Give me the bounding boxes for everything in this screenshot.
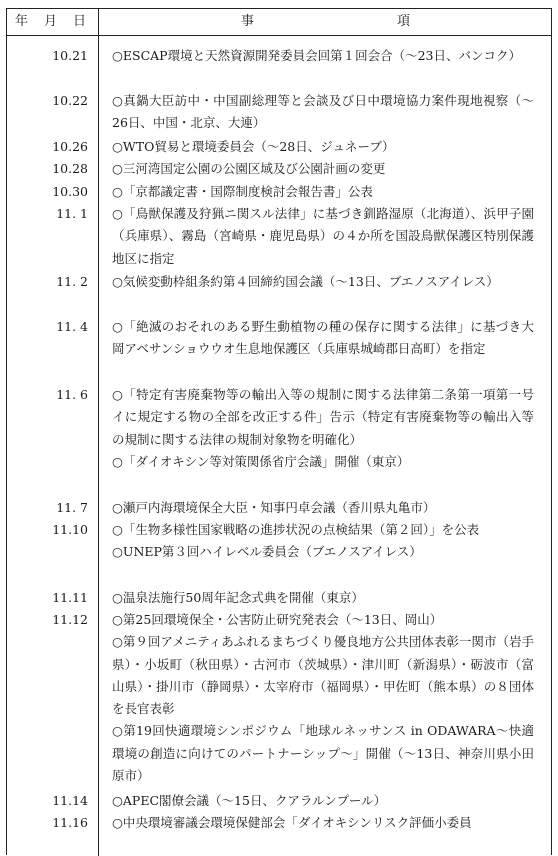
row-events	[112, 136, 534, 158]
row-events	[112, 812, 534, 834]
row-date: 11. 2	[56, 274, 88, 289]
row-date: 11.16	[52, 815, 88, 830]
event-column-header	[99, 9, 551, 35]
row-date: 11. 4	[56, 319, 88, 334]
row-date: 11.12	[52, 612, 88, 627]
row-events	[112, 316, 534, 361]
row-date: 11.14	[52, 793, 88, 808]
row-events	[112, 790, 534, 812]
event-item: ○温泉法施行50周年記念式典を開催（東京）	[112, 590, 364, 605]
row-date: 10.26	[52, 139, 88, 154]
event-item: ○UNEP第３回ハイレベル委員会（ブエノスアイレス）	[112, 544, 422, 560]
event-item: ○「京都議定書・国際制度検討会報告書」公表	[112, 184, 373, 199]
column-divider	[98, 9, 99, 856]
row-events	[112, 271, 534, 293]
year-header: 年	[15, 14, 29, 29]
row-events	[112, 384, 534, 473]
event-item: ○気候変動枠組条約第４回締約国会議（～13日、ブエノスアイレス）	[112, 274, 499, 289]
event-item: ○「ダイオキシン等対策関係省庁会議」開催（東京）	[112, 453, 410, 469]
event-item: ○ESCAP環境と天然資源開発委員会回第１回会合（～23日、バンコク）	[112, 48, 522, 63]
event-item: ○真鍋大臣訪中・中国副総理等と会談及び日中環境協力案件現地視察（～26日、中国・北京、大連）	[112, 93, 534, 131]
event-item: ○第25回環境保全・公害防止研究発表会（～13日、岡山）	[112, 612, 443, 627]
table-header	[7, 9, 551, 36]
row-date: 10.30	[52, 184, 88, 199]
month-header: 月	[44, 14, 58, 29]
row-date: 11. 1	[56, 206, 88, 221]
row-events	[112, 609, 534, 787]
event-item: ○中央環境審議会環境保健部会「ダイオキシンリスク評価小委員	[112, 815, 472, 830]
row-events	[112, 181, 534, 203]
row-events	[112, 497, 534, 519]
row-date: 10.21	[52, 48, 88, 63]
event-item: ○WTO貿易と環境委員会（～28日、ジュネーブ）	[112, 139, 395, 154]
row-events	[112, 519, 534, 564]
row-date: 11.11	[52, 590, 88, 605]
row-events	[112, 158, 534, 180]
row-date: 11.10	[52, 522, 88, 537]
row-events	[112, 90, 534, 135]
event-item: ○「生物多様性国家戦略の進捗状況の点検結果（第２回）」を公表	[112, 522, 480, 537]
row-date: 10.28	[52, 161, 88, 176]
row-events	[112, 203, 534, 270]
event-item: ○第19回快適環境シンポジウム「地球ルネッサンス in ODAWARA～快適環境の創造に向けてのパートナーシップ～」開催（～13日、神奈川県小田原市）	[112, 723, 534, 784]
event-header-left: 事	[241, 14, 255, 29]
event-item: ○「鳥獣保護及狩猟ニ関スル法律」に基づき釧路湿原（北海道）、浜甲子園（兵庫県）、霧島（宮崎県・鹿児島県）の４か所を国設鳥獣保護区特別保護地区に指定	[112, 206, 534, 266]
event-item: ○「絶滅のおそれのある野生動植物の種の保存に関する法律」に基づき大岡アベサンショウウオ生息地保護区（兵庫県城崎郡日高町）を指定	[112, 319, 534, 357]
row-events	[112, 45, 534, 67]
row-date: 10.22	[52, 93, 88, 108]
date-column-header	[7, 9, 98, 35]
row-events	[112, 587, 534, 609]
event-item: ○第９回アメニティあふれるまちづくり優良地方公共団体表彰一関市（岩手県）・小坂町（秋田県）・古河市（茨城県）・津川町（新潟県）・砺波市（富山県）・掛川市（静岡県）・太宰府市（福岡県）・甲佐町（熊本県）の８団体を長官表彰	[112, 634, 534, 717]
event-item: ○三河湾国定公園の公園区域及び公園計画の変更	[112, 161, 386, 176]
event-item: ○APEC閣僚会議（～15日、クアラルンプール）	[112, 793, 387, 808]
day-header: 日	[73, 14, 87, 29]
event-item: ○「特定有害廃棄物等の輸出入等の規制に関する法律第二条第一項第一号イに規定する物の全部を改正する件」告示（特定有害廃棄物等の輸出入等の規制に関する法律の規制対象物を明確化）	[112, 387, 534, 447]
event-item: ○瀬戸内海環境保全大臣・知事円卓会議（香川県丸亀市）	[112, 500, 436, 515]
event-header-right: 項	[397, 14, 411, 29]
row-date: 11. 6	[56, 387, 88, 402]
chronology-table	[6, 8, 552, 855]
row-date: 11. 7	[56, 500, 88, 515]
